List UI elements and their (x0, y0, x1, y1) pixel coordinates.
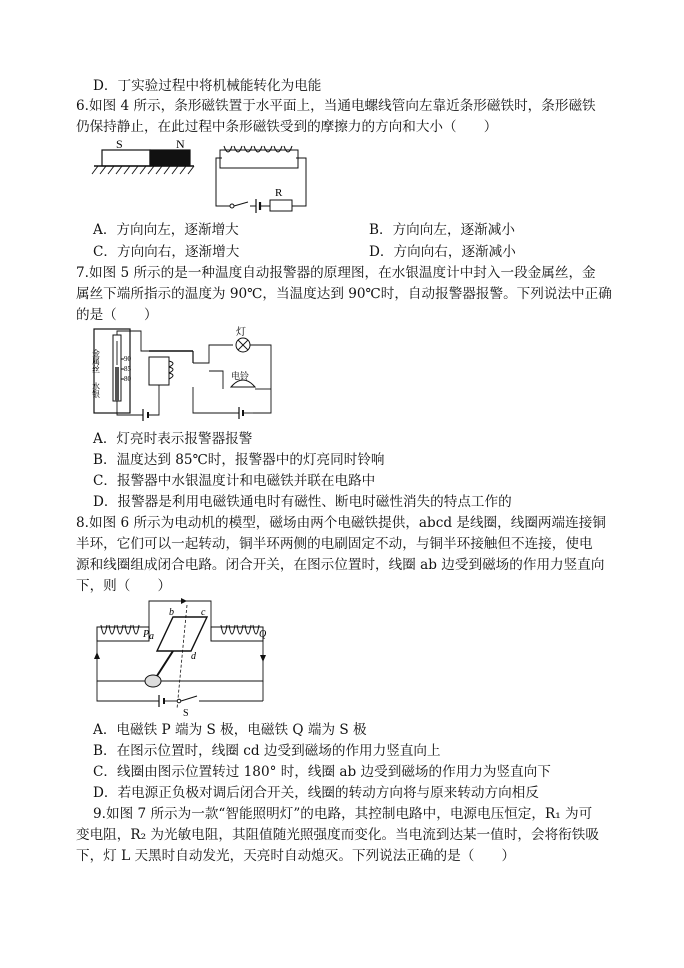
solenoid-coil (224, 146, 292, 152)
q5-option-d: D．丁实验过程中将机械能转化为电能 (93, 78, 322, 94)
q6-option-d: D．方向向右，逐渐减小 (369, 244, 516, 260)
figure-6 (93, 597, 278, 717)
q8-option-a: A．电磁铁 P 端为 S 极，电磁铁 Q 端为 S 极 (93, 722, 367, 738)
magnet-n-half (150, 150, 190, 166)
q6-stem-line2: 仍保持静止，在此过程中条形磁铁受到的摩擦力的方向和大小（ ） (76, 119, 498, 135)
magnet-s-label: S (116, 137, 123, 151)
electromagnet-q (211, 625, 263, 641)
commutator-icon (145, 675, 161, 687)
label-c: c (201, 607, 206, 618)
label-metal-wire: 金属丝 (91, 349, 101, 373)
q9-stem-line3: 下，灯 L 天黑时自动发光，天亮时自动熄灭。下列说法正确的是（ ） (76, 848, 516, 864)
resistor-label: R (275, 187, 283, 199)
q9-stem-line1: 9.如图 7 所示为一款“智能照明灯”的电路，其控制电路中，电源电压恒定，R₁ 为可 (93, 806, 593, 822)
q9-stem-line2: 变电阻，R₂ 为光敏电阻，其阻值随光照强度而变化。当电流到达某一值时，会将衔铁吸 (76, 827, 599, 843)
figure-4 (92, 136, 312, 218)
coil-abcd (157, 617, 207, 651)
tick-85: 85 (124, 365, 131, 373)
q6-option-a: A．方向向左，逐渐增大 (93, 222, 239, 238)
q7-option-b: B．温度达到 85℃时，报警器中的灯亮同时铃响 (93, 452, 385, 468)
q8-stem-line1: 8.如图 6 所示为电动机的模型，磁场由两个电磁铁提供，abcd 是线圈，线圈两端连接铜 (76, 515, 606, 531)
q8-stem-line2: 半环，它们可以一起转动，铜半环两侧的电刷固定不动，与铜半环接触但不连接，使电 (76, 536, 593, 552)
bell-icon (231, 380, 255, 387)
q7-stem-line2: 属丝下端所指示的温度为 90℃，当温度达到 90℃时，自动报警器报警。下列说法中正确 (76, 286, 612, 302)
label-d: d (191, 651, 196, 662)
q7-stem-line3: 的是（ ） (76, 307, 158, 323)
q8-option-b: B．在图示位置时，线圈 cd 边受到磁场的作用力竖直向上 (93, 743, 441, 759)
tick-80: 80 (124, 375, 131, 383)
q7-option-c: C．报警器中水银温度计和电磁铁并联在电路中 (93, 473, 376, 489)
label-switch-s: S (183, 708, 189, 719)
magnet-n-label: N (176, 137, 185, 151)
q7-option-d: D．报警器是利用电磁铁通电时有磁性、断电时磁性消失的特点工作的 (93, 494, 512, 510)
label-mercury: 水银 (91, 382, 101, 398)
q6-option-b: B．方向向左，逐渐减小 (369, 222, 515, 238)
q8-option-d: D．若电源正负极对调后闭合开关，线圈的转动方向将与原来转动方向相反 (93, 785, 539, 801)
label-p: P (143, 629, 150, 640)
magnet-s-half (102, 150, 150, 166)
q8-option-c: C．线圈由图示位置转过 180° 时，线圈 ab 边受到磁场的作用力为竖直向下 (93, 764, 551, 780)
bell-label: 电铃 (231, 371, 250, 381)
electromagnet-icon (169, 361, 173, 379)
electromagnet-p (97, 625, 149, 641)
label-q: Q (259, 629, 267, 640)
label-b: b (169, 607, 174, 618)
q7-stem-line1: 7.如图 5 所示的是一种温度自动报警器的原理图，在水银温度计中封入一段金属丝，金 (76, 265, 596, 281)
q8-stem-line3: 源和线圈组成闭合电路。闭合开关，在图示位置时，线圈 ab 边受到磁场的作用力竖直向 (76, 557, 605, 573)
figure-5 (93, 327, 283, 422)
q8-stem-line4: 下，则（ ） (76, 578, 172, 594)
q6-option-c: C．方向向右，逐渐增大 (93, 244, 240, 260)
q6-stem-line1: 6.如图 4 所示，条形磁铁置于水平面上，当通电螺线管向左靠近条形磁铁时，条形磁铁 (76, 98, 596, 114)
lamp-label: 灯 (236, 327, 246, 338)
tick-90: 90 (124, 355, 131, 363)
q7-option-a: A．灯亮时表示报警器报警 (93, 431, 253, 447)
resistor-icon (270, 200, 292, 211)
label-a: a (149, 631, 154, 642)
